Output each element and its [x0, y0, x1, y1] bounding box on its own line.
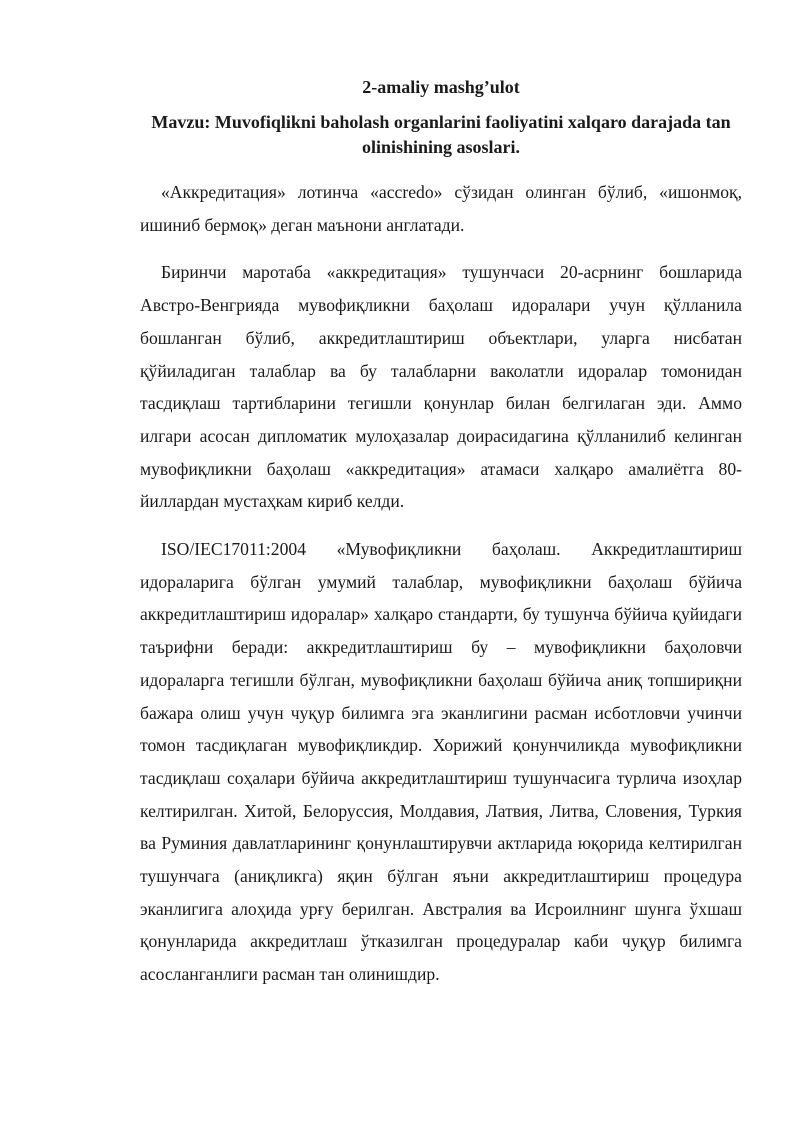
paragraph-accreditation-definition: «Аккредитация» лотинча «accredo» сўзидан олинган бўлиб, «ишонмоқ, ишиниб бермоқ» деган маънони англатади. — [140, 182, 742, 235]
document-topic: Mavzu: Muvofiqlikni baholash organlarini faoliyatini xalqaro darajada tan olinishining asoslari. — [151, 112, 731, 157]
document-page — [140, 74, 742, 1006]
paragraph-iso-standard: ISO/IEC17011:2004 «Мувофиқликни баҳолаш. Аккредитлаштириш идораларига бўлган умумий талаблар, мувофиқликни баҳолаш бўйича аккредитлаштириш идоралар» халқаро стандарти, бу тушунча бўйича қуйидаги таърифни беради: аккредитлаштириш бу – мувофиқликни баҳоловчи идораларга тегишли бўлган, мувофиқликни баҳолаш бўйича аниқ топшириқни бажара олиш учун чуқур билимга эга эканлигини расман исботловчи учинчи томон тасдиқлаган мувофиқликдир. Хорижий қонунчиликда мувофиқликни тасдиқлаш соҳалари бўйича аккредитлаштириш тушунчасига турлича изоҳлар келтирилган. Хитой, Белоруссия, Молдавия, Латвия, Литва, Словения, Туркия ва Руминия давлатларининг қонунлаштирувчи актларида юқорида келтирилган тушунчага (аниқликга) яқин бўлган яъни аккредитлаштириш процедура эканлигига алоҳида урғу берилган. Австралия ва Исроилнинг шунга ўхшаш қонунларида аккредитлаш ўтказилган процедуралар каби чуқур билимга асосланганлиги расман тан олинишдир. — [140, 539, 742, 985]
paragraph-accreditation-history: Биринчи маротаба «аккредитация» тушунчаси 20-асрнинг бошларида Австро-Венгрияда мувофиқликни баҳолаш идоралари учун қўлланила бошланган бўлиб, аккредитлаштириш объектлари, уларга нисбатан қўйиладиган талаблар ва бу талабларни ваколатли идоралар томонидан тасдиқлаш тартибларини тегишли қонунлар билан белгилаган эди. Аммо илгари асосан дипломатик мулоҳазалар доирасидагина қўлланилиб келинган мувофиқликни баҳолаш «аккредитация» атамаси халқаро амалиётга 80-йиллардан мустаҳкам кириб келди. — [140, 262, 742, 512]
document-title: 2-amaliy mashg’ulot — [362, 77, 520, 97]
